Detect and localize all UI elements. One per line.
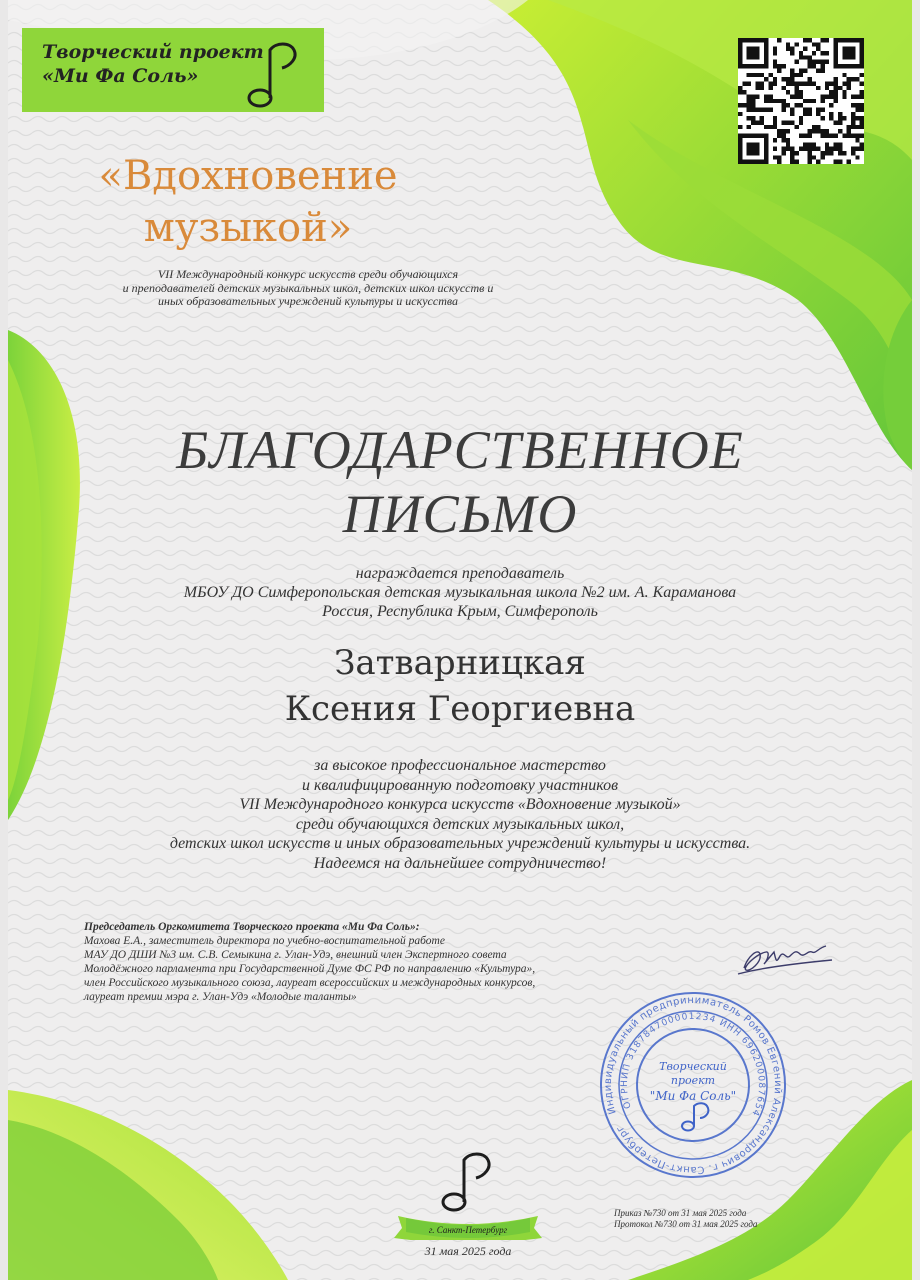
chair-line2: МАУ ДО ДШИ №3 им. С.В. Семыкина г. Улан-Удэ, внешний член Экспертного совета — [84, 949, 507, 961]
contest-subtitle-line3: иных образовательных учреждений культуры и искусства — [158, 294, 458, 308]
reason-line1: за высокое профессиональное мастерство — [314, 757, 606, 774]
protocol-block — [614, 1208, 814, 1230]
svg-text:Индивидуальный предприниматель: Индивидуальный предприниматель Ромов Евгений Александрович г. Санкт-Петербург — [602, 994, 784, 1176]
contest-title-line2: музыкой» — [143, 205, 353, 251]
awarded-line2: МБОУ ДО Симферопольская детская музыкальная школа №2 им. А. Караманова — [183, 584, 737, 601]
reason-line2: и квалифицированную подготовку участников — [301, 776, 619, 794]
protocol-number: Протокол №730 от 31 мая 2025 года — [614, 1219, 758, 1229]
awarded-line3: Россия, Республика Крым, Симферополь — [322, 603, 598, 620]
issue-date: 31 мая 2025 года — [424, 1244, 512, 1258]
contest-subtitle-line1: VII Международный конкурс искусств среди обучающихся — [157, 267, 459, 281]
chair-line4: член Российского музыкального союза, лауреат всероссийских и международных конкурсов, — [84, 977, 536, 989]
city-label: г. Санкт-Петербург — [428, 1225, 508, 1235]
contest-subtitle — [48, 268, 568, 309]
chair-heading: Председатель Оргкомитета Творческого проекта «Ми Фа Соль»: — [84, 921, 420, 933]
contest-title-line1: «Вдохновение — [98, 153, 398, 199]
city-ribbon — [388, 1206, 548, 1240]
stamp-text-line3: "Ми Фа Соль" — [649, 1089, 737, 1103]
contest-title — [68, 150, 428, 254]
reason-line4: среди обучающихся детских музыкальных школ, — [295, 815, 625, 833]
document-title-line1: БЛАГОДАРСТВЕННОЕ — [176, 420, 744, 480]
stamp-text-line2: проект — [670, 1074, 716, 1087]
svg-text:ОГРНИП 318784700001234 ИНН 696: ОГРНИП 318784700001234 ИНН 696200087654 — [619, 1011, 767, 1118]
project-logo — [22, 28, 324, 112]
recipient-given-names: Ксения Георгиевна — [284, 689, 636, 729]
awarded-block — [8, 564, 912, 621]
reason-block — [8, 756, 912, 873]
certificate-page — [8, 0, 912, 1280]
stamp-text-line1: Творческий — [659, 1060, 727, 1073]
qr-code — [738, 38, 864, 164]
order-number: Приказ №730 от 31 мая 2025 года — [614, 1208, 747, 1218]
chair-line3: Молодёжного парламента при Государственной Думе ФС РФ по направлению «Культура», — [84, 963, 536, 975]
recipient-surname: Затварницкая — [334, 643, 586, 683]
reason-line6: Надеемся на дальнейшее сотрудничество! — [313, 854, 607, 872]
document-title — [8, 418, 912, 546]
logo-title-line2: «Ми Фа Соль» — [42, 65, 199, 87]
logo-title-line1: Творческий проект — [42, 41, 264, 63]
footer-music-note-icon — [434, 1148, 494, 1214]
contest-subtitle-line2: и преподавателей детских музыкальных школ, детских школ искусств и — [122, 280, 494, 295]
music-note-icon — [240, 38, 302, 110]
awarded-line1: награждается преподаватель — [355, 565, 565, 582]
stamp-note-icon — [694, 1103, 708, 1126]
signature — [730, 934, 840, 986]
document-title-line2: ПИСЬМО — [342, 484, 578, 544]
recipient-name — [8, 640, 912, 732]
reason-line3: VII Международного конкурса искусств «Вдохновение музыкой» — [239, 796, 681, 813]
organization-stamp — [598, 990, 788, 1180]
chair-line1: Махова Е.А., заместитель директора по учебно-воспитательной работе — [84, 935, 445, 947]
chair-line5: лауреат премии мэра г. Улан-Удэ «Молодые таланты» — [84, 991, 357, 1003]
reason-line5: детских школ искусств и иных образовательных учреждений культуры и искусства. — [169, 835, 751, 852]
